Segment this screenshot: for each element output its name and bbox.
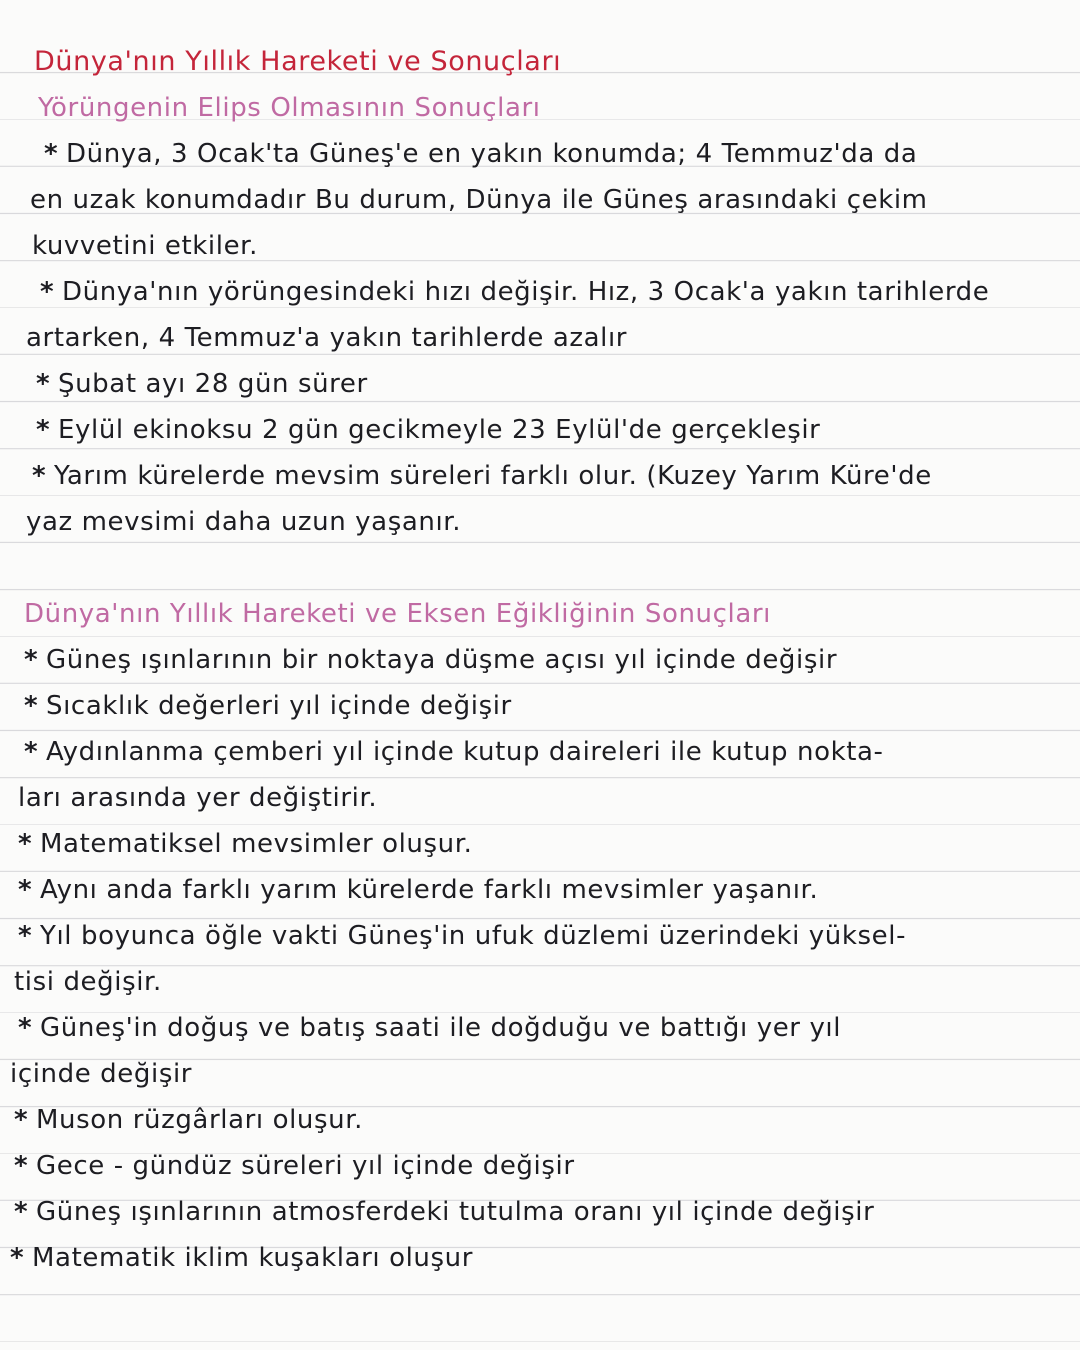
- asterisk-icon: *: [44, 139, 59, 169]
- asterisk-icon: *: [36, 415, 51, 445]
- asterisk-icon: *: [14, 1105, 29, 1135]
- asterisk-icon: *: [40, 277, 55, 307]
- asterisk-icon: *: [24, 691, 39, 721]
- asterisk-icon: *: [36, 369, 51, 399]
- note-line: * Muson rüzgârları oluşur.: [14, 1105, 363, 1135]
- note-line: ları arasında yer değiştirir.: [18, 783, 378, 813]
- asterisk-icon: *: [18, 829, 33, 859]
- note-line: * Yarım kürelerde mevsim süreleri farklı olur. (Kuzey Yarım Küre'de: [32, 461, 932, 491]
- note-line: içinde değişir: [10, 1059, 193, 1089]
- section-2-subtitle: Dünya'nın Yıllık Hareketi ve Eksen Eğikliğinin Sonuçları: [24, 599, 771, 629]
- note-line: * Dünya'nın yörüngesindeki hızı değişir. Hız, 3 Ocak'a yakın tarihlerde: [40, 277, 990, 307]
- asterisk-icon: *: [14, 1197, 29, 1227]
- note-line: * Dünya, 3 Ocak'ta Güneş'e en yakın konumda; 4 Temmuz'da da: [44, 139, 918, 169]
- asterisk-icon: *: [32, 461, 47, 491]
- note-line: * Güneş'in doğuş ve batış saati ile doğduğu ve battığı yer yıl: [18, 1013, 842, 1043]
- note-line: yaz mevsimi daha uzun yaşanır.: [26, 507, 462, 537]
- note-line: * Gece - gündüz süreleri yıl içinde değişir: [14, 1151, 575, 1181]
- asterisk-icon: *: [24, 737, 39, 767]
- section-1-subtitle: Yörüngenin Elips Olmasının Sonuçları: [38, 93, 541, 123]
- asterisk-icon: *: [18, 875, 33, 905]
- note-line: * Güneş ışınlarının bir noktaya düşme açısı yıl içinde değişir: [24, 645, 838, 675]
- section-1-title: Dünya'nın Yıllık Hareketi ve Sonuçları: [34, 46, 562, 77]
- asterisk-icon: *: [10, 1243, 25, 1273]
- note-line: * Aynı anda farklı yarım kürelerde farklı mevsimler yaşanır.: [18, 875, 819, 905]
- note-line: en uzak konumdadır Bu durum, Dünya ile Güneş arasındaki çekim: [30, 185, 928, 215]
- note-line: * Matematik iklim kuşakları oluşur: [10, 1243, 474, 1273]
- note-line: artarken, 4 Temmuz'a yakın tarihlerde azalır: [26, 323, 628, 353]
- note-line: kuvvetini etkiler.: [32, 231, 258, 261]
- note-line: * Matematiksel mevsimler oluşur.: [18, 829, 473, 859]
- note-line: * Şubat ayı 28 gün sürer: [36, 369, 368, 399]
- note-line: tisi değişir.: [14, 967, 162, 997]
- asterisk-icon: *: [24, 645, 39, 675]
- asterisk-icon: *: [14, 1151, 29, 1181]
- asterisk-icon: *: [18, 921, 33, 951]
- note-line: * Sıcaklık değerleri yıl içinde değişir: [24, 691, 512, 721]
- note-line: * Güneş ışınlarının atmosferdeki tutulma oranı yıl içinde değişir: [14, 1197, 875, 1227]
- note-line: * Yıl boyunca öğle vakti Güneş'in ufuk düzlemi üzerindeki yüksel-: [18, 921, 907, 951]
- note-line: * Eylül ekinoksu 2 gün gecikmeyle 23 Eylül'de gerçekleşir: [36, 415, 821, 445]
- asterisk-icon: *: [18, 1013, 33, 1043]
- note-line: * Aydınlanma çemberi yıl içinde kutup daireleri ile kutup nokta-: [24, 737, 884, 767]
